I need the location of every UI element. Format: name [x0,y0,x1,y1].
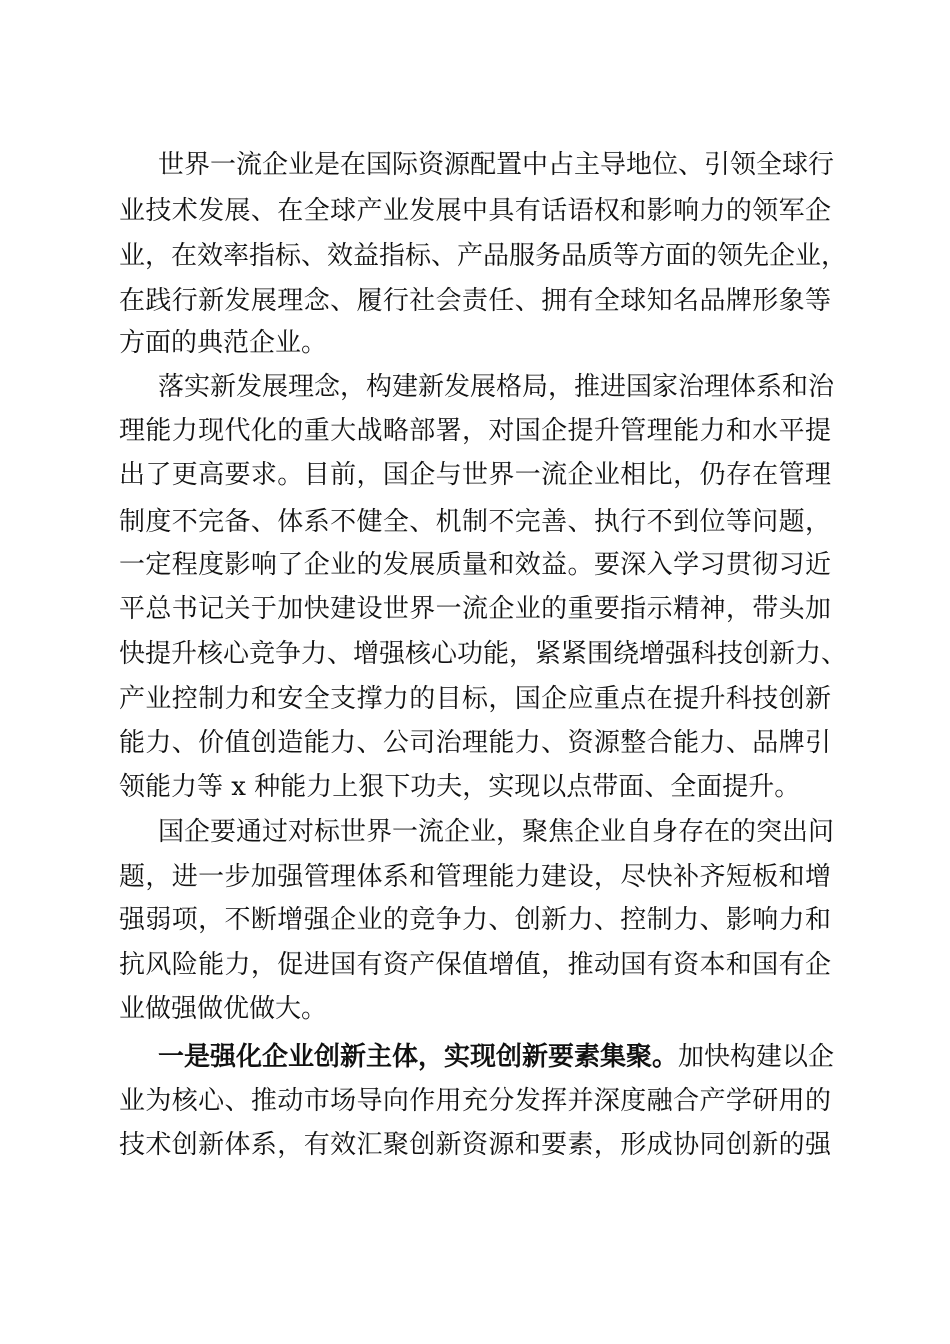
paragraph-3-line-5: 业做强做优做大。 [119,994,328,1024]
paragraph-4-line-2: 业为核心、推动市场导向作用充分发挥并深度融合产学研用的 [119,1086,831,1116]
paragraph-2-line-5: 一定程度影响了企业的发展质量和效益。要深入学习贯彻习近 [119,550,831,580]
paragraph-1-line-4: 在践行新发展理念、履行社会责任、拥有全球知名品牌形象等 [119,286,831,316]
paragraph-2-line-8: 产业控制力和安全支撑力的目标，国企应重点在提升科技创新 [119,684,831,714]
paragraph-2-line-10: 领能力等 x 种能力上狠下功夫，实现以点带面、全面提升。 [119,772,801,802]
paragraph-2-line-2: 理能力现代化的重大战略部署，对国企提升管理能力和水平提 [119,416,831,446]
paragraph-4-line-3: 技术创新体系，有效汇聚创新资源和要素，形成协同创新的强 [119,1130,831,1160]
paragraph-1-line-1: 世界一流企业是在国际资源配置中占主导地位、引领全球行 [158,150,835,180]
paragraph-2-line-1: 落实新发展理念，构建新发展格局，推进国家治理体系和治 [158,372,835,402]
paragraph-3-line-1: 国企要通过对标世界一流企业，聚焦企业自身存在的突出问 [158,817,835,847]
paragraph-3-line-4: 抗风险能力，促进国有资产保值增值，推动国有资本和国有企 [119,950,831,980]
paragraph-2-line-4: 制度不完备、体系不健全、机制不完善、执行不到位等问题， [119,507,831,537]
paragraph-2-line-7: 快提升核心竞争力、增强核心功能，紧紧围绕增强科技创新力、 [119,639,848,669]
paragraph-4-line-1 [158,1039,835,1075]
paragraph-1-line-5: 方面的典范企业。 [119,328,328,358]
paragraph-2-line-6: 平总书记关于加快建设世界一流企业的重要指示精神，带头加 [119,594,831,624]
paragraph-1-line-2: 业技术发展、在全球产业发展中具有话语权和影响力的领军企 [119,196,831,226]
paragraph-3-line-3: 强弱项，不断增强企业的竞争力、创新力、控制力、影响力和 [119,905,831,935]
paragraph-1-line-3: 业，在效率指标、效益指标、产品服务品质等方面的领先企业， [119,241,848,271]
paragraph-4-line-1-rest: 加快构建以企 [678,1042,835,1072]
paragraph-2-line-9: 能力、价值创造能力、公司治理能力、资源整合能力、品牌引 [119,728,831,758]
paragraph-4-heading: 一是强化企业创新主体，实现创新要素集聚。 [158,1042,679,1072]
paragraph-3-line-2: 题，进一步加强管理体系和管理能力建设，尽快补齐短板和增 [119,862,831,892]
paragraph-2-line-3: 出了更高要求。目前，国企与世界一流企业相比，仍存在管理 [119,460,831,490]
